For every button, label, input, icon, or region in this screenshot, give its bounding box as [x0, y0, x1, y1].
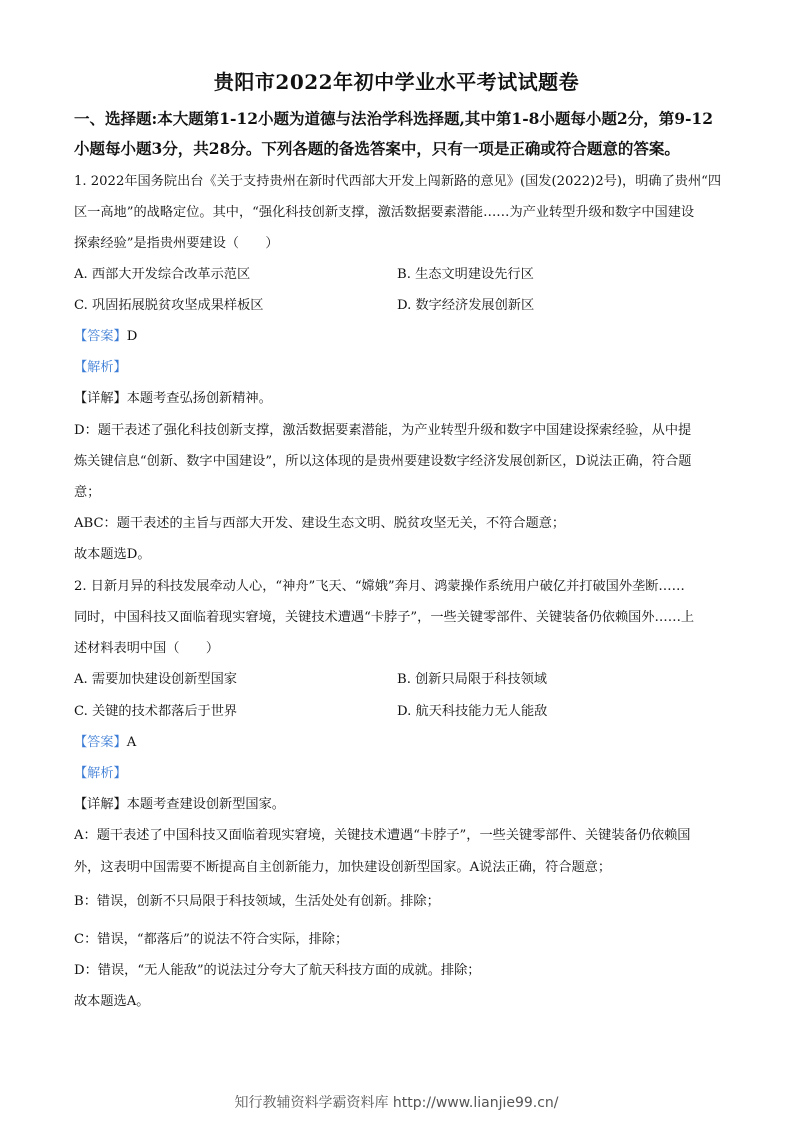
q2-explain-a-line-2: 外，这表明中国需要不断提高自主创新能力，加快建设创新型国家。A说法正确，符合题意； — [74, 860, 612, 875]
section-heading-line-1: 一、选择题:本大题第1-12小题为道德与法治学科选择题,其中第1-8小题每小题2分，第9-12 — [74, 109, 713, 128]
q2-option-d: D. 航天科技能力无人能敌 — [397, 704, 548, 719]
q2-explain-b: B：错误，创新不只局限于科技领域，生活处处有创新。排除； — [74, 894, 440, 909]
q2-stem-line-2: 同时，中国科技又面临着现实窘境，关键技术遭遇“卡脖子”，一些关键零部件、关键装备仍依赖国外……上 — [74, 610, 695, 625]
q2-analysis-tag: 【解析】 — [74, 766, 127, 781]
q1-option-b: B. 生态文明建设先行区 — [397, 267, 534, 282]
q1-option-d: D. 数字经济发展创新区 — [397, 298, 535, 313]
q1-analysis-tag: 【解析】 — [74, 360, 127, 375]
q2-stem-line-3: 述材料表明中国（ ） — [74, 641, 220, 656]
q2-stem-line-1: 2. 日新月异的科技发展牵动人心，“神舟”飞天、“嫦娥”奔月、鸿蒙操作系统用户破亿并打破国外垄断…… — [74, 579, 685, 594]
q2-explain-d: D：错误，“无人能敌”的说法过分夸大了航天科技方面的成就。排除； — [74, 963, 481, 978]
q1-explain-abc: ABC：题干表述的主旨与西部大开发、建设生态文明、脱贫攻坚无关，不符合题意； — [74, 516, 566, 531]
q1-conclusion: 故本题选D。 — [74, 547, 151, 562]
q1-stem-line-3: 探索经验”是指贵州要建设（ ） — [74, 236, 279, 251]
q1-option-a: A. 西部大开发综合改革示范区 — [74, 267, 251, 282]
q1-stem-line-2: 区一高地”的战略定位。其中，“强化科技创新支撑，激活数据要素潜能……为产业转型升级和数字中国建设 — [74, 205, 695, 220]
q1-stem-line-1: 1. 2022年国务院出台《关于支持贵州在新时代西部大开发上闯新路的意见》(国发(2022)2号)，明确了贵州“四 — [74, 174, 722, 189]
q2-conclusion: 故本题选A。 — [74, 994, 150, 1009]
q1-answer — [74, 327, 724, 347]
q2-explain-a-line-1: A：题干表述了中国科技又面临着现实窘境，关键技术遭遇“卡脖子”，一些关键零部件、关键装备仍依赖国 — [74, 828, 691, 843]
q1-explain-d-line-1: D：题干表述了强化科技创新支撑，激活数据要素潜能，为产业转型升级和数字中国建设探索经验，从中提 — [74, 423, 692, 438]
q2-option-c: C. 关键的技术都落后于世界 — [74, 704, 238, 719]
answer-tag: 【答案】 — [74, 329, 127, 344]
q2-detail: 【详解】本题考查建设创新型国家。 — [74, 797, 285, 812]
section-heading-line-2: 小题每小题3分，共28分。下列各题的备选答案中，只有一项是正确或符合题意的答案。 — [74, 139, 680, 158]
footer-watermark: 知行教辅资料学霸资料库 http://www.lianjie99.cn/ — [234, 1095, 559, 1111]
q1-detail: 【详解】本题考查弘扬创新精神。 — [74, 391, 272, 406]
q1-explain-d-line-3: 意； — [74, 485, 101, 500]
page-title: 贵阳市2022年初中学业水平考试试题卷 — [213, 70, 580, 94]
answer-tag: 【答案】 — [74, 735, 127, 750]
q1-explain-d-line-2: 炼关键信息“创新、数字中国建设”，所以这体现的是贵州要建设数字经济发展创新区，D说法正确，符合题 — [74, 454, 692, 469]
answer-value: D — [126, 329, 138, 344]
q2-answer — [74, 733, 724, 753]
q2-option-b: B. 创新只局限于科技领域 — [397, 672, 547, 687]
q2-explain-c: C：错误，“都落后”的说法不符合实际，排除； — [74, 932, 349, 947]
q1-option-c: C. 巩固拓展脱贫攻坚成果样板区 — [74, 298, 264, 313]
q2-option-a: A. 需要加快建设创新型国家 — [74, 672, 237, 687]
answer-value: A — [126, 735, 137, 750]
